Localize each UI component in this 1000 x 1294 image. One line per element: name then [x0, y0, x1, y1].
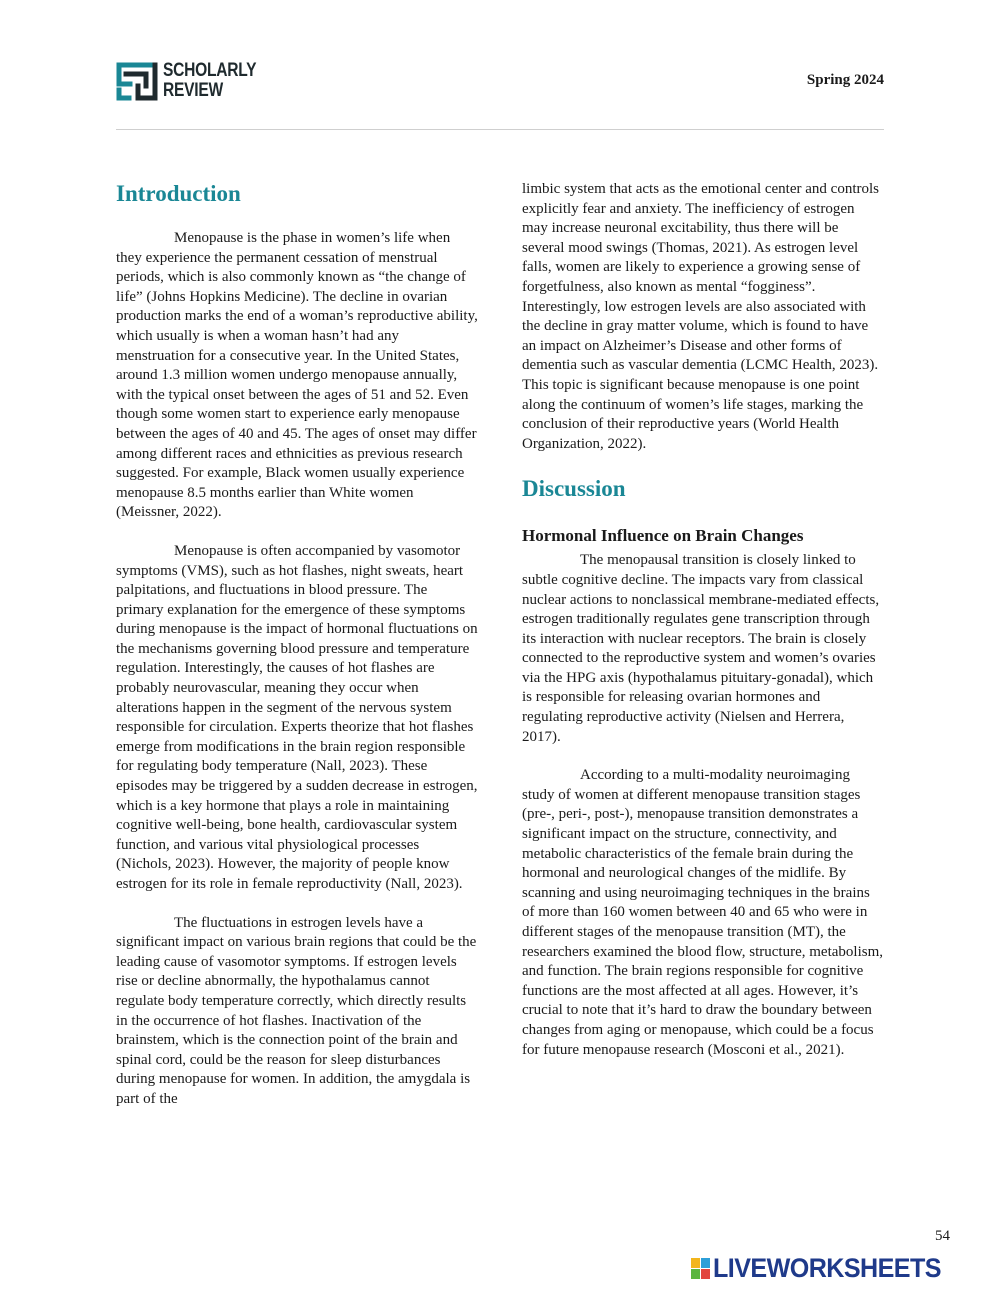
introduction-heading: Introduction: [116, 181, 241, 206]
logo-wordmark-line1: SCHOLARLY: [163, 60, 257, 81]
scholarly-review-maze-icon: [116, 60, 158, 102]
liveworksheets-wordmark: LIVEWORKSHEETS: [713, 1253, 941, 1283]
discussion-heading: Discussion: [522, 476, 626, 502]
issue-label: Spring 2024: [806, 72, 884, 88]
page-number: 54: [935, 1228, 950, 1244]
paragraph-continued: limbic system that acts as the emotional center and controls explicitly fear and anxiety. The inefficiency of estrogen may increase neuronal excitability, thus there will be several mood swings (Thomas, 2021). As estrogen level falls, women are likely to experience a growing sense of forgetfulness, also known as mental “fogginess”. Interestingly, low estrogen levels are also associated with the decline in gray matter volume, which is found to have an impact on Alzheimer’s Disease and other forms of dementia such as vascular dementia (LCMC Health, 2023). This topic is significant because menopause is one point along the continuum of women’s life stages, marking the conclusion of their reproductive years (World Health Organization, 2022).: [522, 181, 879, 452]
left-column: [116, 180, 478, 1110]
paragraph: According to a multi-modality neuroimaging study of women at different menopause transition stages (pre-, peri-, post-), menopause transition demonstrates a significant impact on the structure, connectivity, and metabolic characteristics of the female brain during the hormonal and neurological changes of the midlife. By scanning and using neuroimaging techniques in the brains of more than 160 women between 40 and 65 who were in different stages of the menopause transition (MT), the researchers examined the blood flow, structure, metabolism, and function. The brain regions responsible for cognitive functions are the most affected at all ages. However, it’s crucial to note that it’s hard to draw the boundary between changes from aging or menopause, which could be a focus for future menopause research (Mosconi et al., 2021).: [522, 767, 883, 1058]
logo-wordmark-line2: REVIEW: [163, 80, 223, 101]
liveworksheets-blocks-icon: [691, 1258, 711, 1280]
paragraph: Menopause is the phase in women’s life when they experience the permanent cessation of menstrual periods, which is also commonly known as “the change of life” (Johns Hopkins Medicine). The decline in ovarian production marks the end of a woman’s reproductive ability, which usually is when a woman hasn’t had any menstruation for a consecutive year. In the United States, around 1.3 million women undergo menopause annually, with the typical onset between the ages of 51 and 52. Even though some women start to experience early menopause between the ages of 40 and 45. The ages of onset may differ among different races and ethnicities as previous research suggested. For example, Black women usually experience menopause 8.5 months earlier than White women (Meissner, 2022).: [116, 230, 478, 521]
paragraph: The fluctuations in estrogen levels have a significant impact on various brain regions that could be the leading cause of vasomotor symptoms. If estrogen levels rise or decline abnormally, the hypothalamus cannot regulate body temperature correctly, which directly results in the occurrence of hot flashes. Inactivation of the brainstem, which is the connection point of the brain and spinal cord, could be the reason for sleep disturbances during menopause for women. In addition, the amygdala is part of the: [116, 914, 477, 1107]
header-divider: [116, 129, 884, 130]
right-column: [522, 180, 884, 1060]
paragraph: Menopause is often accompanied by vasomotor symptoms (VMS), such as hot flashes, night sweats, heart palpitations, and fluctuations in blood pressure. The primary explanation for the emergence of these symptoms during menopause is the impact of hormonal fluctuations on the mechanisms governing blood pressure and temperature regulation. Interestingly, the causes of hot flashes are probably neurovascular, meaning they occur when alterations happen in the segment of the nervous system responsible for circulation. Experts theorize that hot flashes emerge from modifications in the brain region responsible for regulating body temperature (Nall, 2023). These episodes may be triggered by a sudden decrease in estrogen, which is a key hormone that plays a role in maintaining cognitive well-being, bone health, cardiovascular system function, and various vital physiological processes (Nichols, 2023). However, the majority of people know estrogen for its role in female reproductivity (Nall, 2023).: [116, 542, 478, 892]
section-subheading: Hormonal Influence on Brain Changes: [522, 526, 804, 546]
journal-logo: [116, 60, 261, 102]
paragraph: The menopausal transition is closely linked to subtle cognitive decline. The impacts vary from classical nuclear actions to nonclassical membrane-mediated effects, estrogen traditionally regulates gene transcription through its interaction with nuclear receptors. The brain is closely connected to the reproductive system and women’s ovaries via the HPG axis (hypothalamus pituitary-gonadal), which is responsible for releasing ovarian hormones and regulating reproductive activity (Nielsen and Herrera, 2017).: [522, 552, 880, 745]
liveworksheets-watermark: [691, 1255, 991, 1283]
